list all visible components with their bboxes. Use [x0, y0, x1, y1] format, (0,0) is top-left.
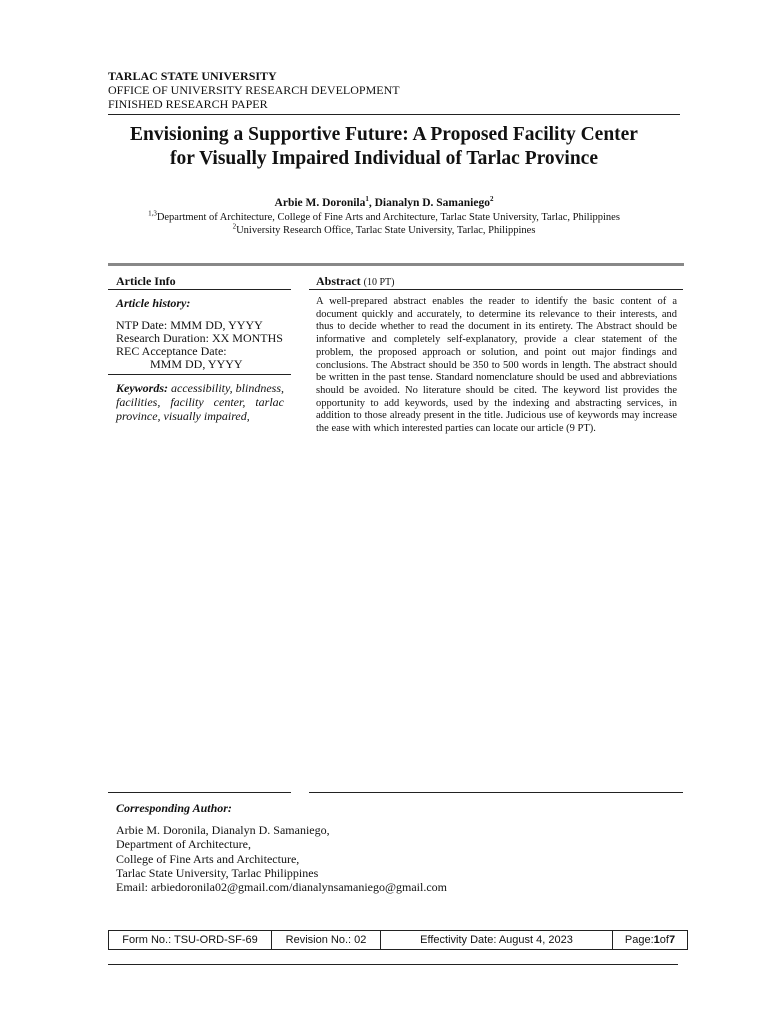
research-duration: Research Duration: XX MONTHS [116, 331, 283, 345]
university-name: TARLAC STATE UNIVERSITY [108, 69, 277, 83]
keywords-block [116, 381, 284, 423]
abstract-heading [316, 274, 395, 290]
paper-title [60, 123, 708, 171]
paper-title-line-1: Envisioning a Supportive Future: A Proposed Facility Center [130, 124, 638, 145]
section-divider [108, 263, 684, 266]
affiliation-1-text: Department of Architecture, College of Fine Arts and Architecture, Tarlac State University, Tarlac, Philippines [156, 212, 620, 223]
author-1-affiliation-mark: 1 [365, 195, 369, 204]
keywords-list: accessibility, blindness, facilities, facility center, tarlac province, visually impaired, [116, 381, 284, 423]
affiliation-2-mark: 2 [232, 222, 237, 231]
abstract-body: A well-prepared abstract enables the reader to identify the basic content of a document quickly and accurately, to determine its relevance to their interests, and thus to decide whether to read the document in its entirety. The Abstract should be informative and completely self-explanatory, provide a clear statement of the problem, the proposed approach or solution, and point out major findings and conclusions. The Abstract should be 350 to 500 words in length. The abstract should be written in the past tense. Standard nomenclature should be used and abbreviations should be avoided. No literature should be cited. The keyword list provides the opportunity to add keywords, used by the indexing and abstracting services, in addition to those already present in the title. Judicious use of keywords may increase the ease with which interested parties can locate our article (9 PT). [316, 296, 677, 435]
page-current: 1 [653, 934, 660, 946]
keywords-label: Keywords: [116, 381, 168, 395]
corresponding-author-heading: Corresponding Author: [116, 801, 232, 815]
abstract-title: Abstract [316, 274, 361, 288]
effectivity-date: Effectivity Date: August 4, 2023 [381, 931, 613, 949]
author-2-name: Dianalyn D. Samaniego [374, 197, 490, 209]
author-2-affiliation-mark: 2 [489, 195, 494, 204]
corresponding-college: College of Fine Arts and Architecture, [116, 851, 300, 866]
author-list [60, 196, 708, 210]
keywords-rule [108, 374, 291, 375]
form-number: Form No.: TSU-ORD-SF-69 [109, 931, 272, 949]
office-name: OFFICE OF UNIVERSITY RESEARCH DEVELOPMENT [108, 83, 400, 97]
corresponding-email: Email: arbiedoronila02@gmail.com/dianalynsamaniego@gmail.com [116, 880, 448, 895]
corresponding-right-rule [309, 792, 683, 793]
article-info-rule [108, 289, 291, 290]
page-total: 7 [668, 934, 676, 946]
paper-title-line-2: for Visually Impaired Individual of Tarlac Province [170, 148, 598, 169]
abstract-size-note: (10 PT) [363, 277, 395, 288]
article-info-heading: Article Info [116, 274, 176, 288]
corresponding-left-rule [108, 792, 291, 793]
page-of: of [659, 934, 669, 946]
corresponding-university: Tarlac State University, Tarlac Philippines [116, 865, 319, 880]
author-1-name: Arbie M. Doronila [274, 197, 366, 209]
page-indicator [613, 931, 687, 949]
affiliation-1-mark: 1,3 [148, 209, 157, 218]
corresponding-author-details [116, 823, 447, 894]
corresponding-department: Department of Architecture, [116, 837, 251, 852]
rec-acceptance-label: REC Acceptance Date: [116, 344, 227, 358]
document-type: FINISHED RESEARCH PAPER [108, 97, 268, 111]
ntp-date: NTP Date: MMM DD, YYYY [116, 318, 263, 332]
affiliation-2 [60, 224, 708, 237]
form-footer-table [108, 930, 688, 950]
page-label: Page: [624, 934, 654, 946]
footer-bottom-rule [108, 964, 678, 965]
header-divider [108, 114, 680, 115]
author-separator: , [368, 197, 375, 209]
revision-number: Revision No.: 02 [272, 931, 381, 949]
affiliation-2-text: University Research Office, Tarlac State University, Tarlac, Philippines [236, 225, 536, 236]
abstract-rule [309, 289, 683, 290]
corresponding-names: Arbie M. Doronila, Dianalyn D. Samaniego, [116, 823, 330, 837]
affiliation-1 [60, 211, 708, 224]
rec-acceptance-date: MMM DD, YYYY [150, 357, 243, 371]
article-history-heading: Article history: [116, 296, 191, 310]
